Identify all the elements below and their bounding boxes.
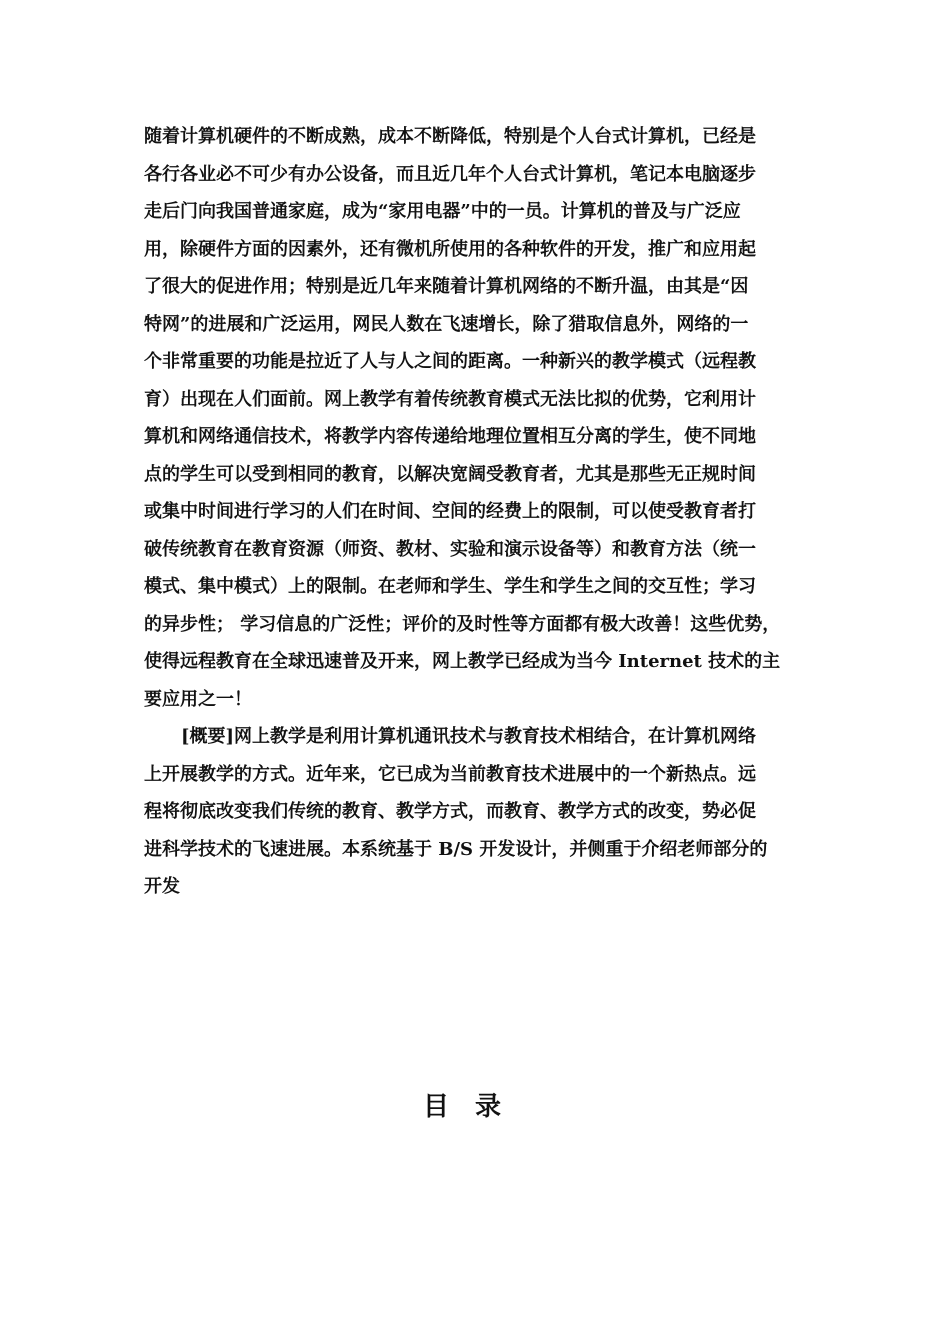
intro-line: 特网”的进展和广泛运用，网民人数在飞速增长，除了猎取信息外，网络的一 bbox=[144, 313, 749, 335]
summary-keyword: 计算机通讯技术 bbox=[360, 726, 487, 747]
intro-line: 随着计算机硬件的不断成熟，成本不断降低，特别是个人台式计算机，已经是 bbox=[144, 126, 756, 147]
intro-line: 的异步性； 学习信息的广泛性；评价的及时性等方面都有极大改善！这些优势， bbox=[144, 613, 781, 635]
intro-line: 算机和网络通信技术，将教学内容传递给地理位置相互分离的学生，使不同地 bbox=[144, 426, 756, 447]
summary-keyword: 教育技术 bbox=[504, 726, 577, 747]
intro-line: 破传统教育在教育资源（师资、教材、实验和演示设备等）和教育方法（统一 bbox=[144, 538, 756, 560]
summary-paragraph bbox=[144, 718, 820, 906]
summary-text: 网上教学是利用 bbox=[234, 726, 361, 747]
summary-text: 相结合，在计算机网络 bbox=[576, 726, 757, 747]
intro-line: 走后门向我国普通家庭，成为“家用电器”中的一员。计算机的普及与广泛应 bbox=[144, 201, 741, 222]
intro-line: 点的学生可以受到相同的教育，以解决宽阔受教育者，尤其是那些无正规时间 bbox=[144, 463, 756, 485]
intro-line: 个非常重要的功能是拉近了人与人之间的距离。一种新兴的教学模式（远程教 bbox=[144, 351, 756, 372]
summary-line: 上开展教学的方式。近年来，它已成为当前教育技术进展中的一个新热点。远 bbox=[144, 763, 756, 785]
summary-line bbox=[144, 718, 820, 756]
intro-line: 育）出现在人们面前。网上教学有着传统教育模式无法比拟的优势，它利用计 bbox=[144, 388, 756, 410]
intro-line: 模式、集中模式）上的限制。在老师和学生、学生和学生之间的交互性；学习 bbox=[144, 576, 756, 597]
toc-title: 目录 bbox=[422, 1092, 527, 1122]
intro-line: 使得远程教育在全球迅速普及开来，网上教学已经成为当今 Internet 技术的主 bbox=[144, 651, 781, 672]
intro-line: 要应用之一！ bbox=[144, 688, 252, 710]
summary-text: 与 bbox=[486, 726, 505, 747]
body-text bbox=[144, 118, 820, 906]
intro-line: 各行各业必不可少有办公设备，而且近几年个人台式计算机，笔记本电脑逐步 bbox=[144, 163, 756, 185]
summary-line: 开发 bbox=[144, 876, 180, 897]
intro-line: 用，除硬件方面的因素外，还有微机所使用的各种软件的开发，推广和应用起 bbox=[144, 238, 756, 260]
intro-line: 或集中时间进行学习的人们在时间、空间的经费上的限制，可以使受教育者打 bbox=[144, 501, 756, 522]
intro-paragraph bbox=[144, 118, 820, 718]
summary-line: 程将彻底改变我们传统的教育、教学方式，而教育、教学方式的改变，势必促 bbox=[144, 801, 756, 822]
intro-line: 了很大的促进作用；特别是近几年来随着计算机网络的不断升温，由其是“因 bbox=[144, 276, 749, 297]
summary-line: 进科学技术的飞速进展。本系统基于 B/S 开发设计，并侧重于介绍老师部分的 bbox=[144, 838, 768, 860]
summary-label: [概要] bbox=[181, 726, 235, 747]
